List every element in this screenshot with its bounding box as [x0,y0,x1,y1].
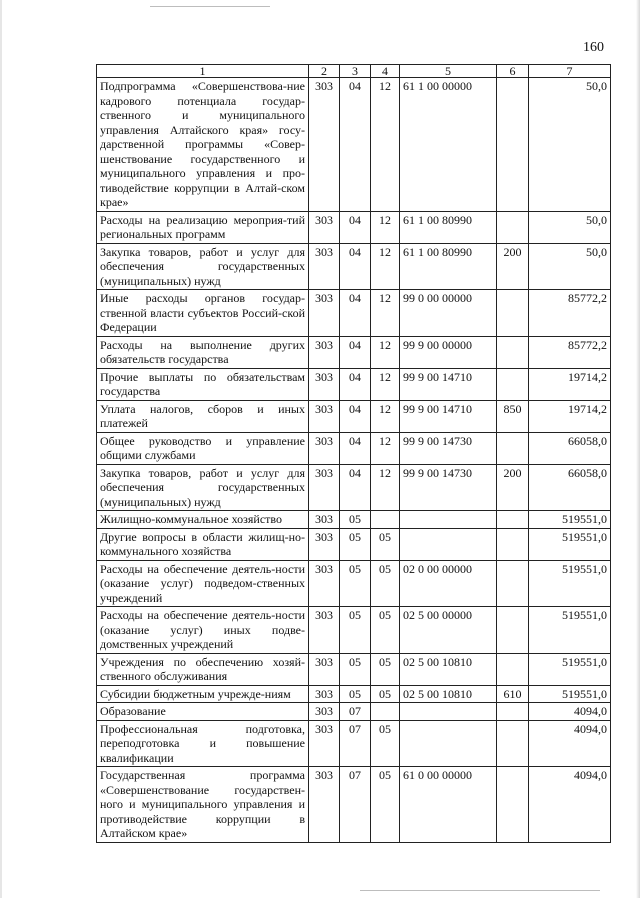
target-item-code-cell: 99 9 00 00000 [400,336,497,368]
target-item-code-cell: 61 1 00 00000 [400,78,497,212]
expense-type-code-cell [497,336,529,368]
table-header-row [97,65,611,78]
column-header: 3 [340,65,371,78]
target-item-code-cell: 61 1 00 80990 [400,243,497,290]
row-name-cell: Уплата налогов, сборов и иных платежей [97,400,309,432]
table-row [97,336,611,368]
expense-type-code-cell: 850 [497,400,529,432]
row-name-cell: Закупка товаров, работ и услуг для обеспечения государственных (муниципальных) нужд [97,464,309,511]
department-code-cell: 303 [309,607,340,654]
target-item-code-cell [400,528,497,560]
row-name-cell: Профессиональная подготовка, переподготовка и повышение квалификации [97,720,309,767]
subsection-code-cell: 12 [371,211,400,243]
column-header: 7 [529,65,611,78]
amount-cell: 519551,0 [529,607,611,654]
row-name-cell: Субсидии бюджетным учрежде-ниям [97,685,309,703]
expense-type-code-cell [497,432,529,464]
department-code-cell: 303 [309,368,340,400]
section-code-cell: 05 [340,607,371,654]
table-row [97,464,611,511]
subsection-code-cell [371,511,400,529]
expense-type-code-cell: 610 [497,685,529,703]
budget-table [96,64,611,843]
department-code-cell: 303 [309,432,340,464]
row-name-cell: Расходы на выполнение других обязательств государства [97,336,309,368]
scan-artifact-bottom [360,890,600,891]
table-row [97,211,611,243]
target-item-code-cell: 02 5 00 00000 [400,607,497,654]
subsection-code-cell: 12 [371,243,400,290]
section-code-cell: 07 [340,767,371,843]
amount-cell: 19714,2 [529,368,611,400]
expense-type-code-cell [497,511,529,529]
scan-artifact-top [150,6,270,7]
amount-cell: 519551,0 [529,653,611,685]
department-code-cell: 303 [309,211,340,243]
row-name-cell: Расходы на обеспечение деятель-ности (оказание услуг) иных подве-домственных учреждений [97,607,309,654]
column-header: 6 [497,65,529,78]
target-item-code-cell [400,703,497,721]
row-name-cell: Закупка товаров, работ и услуг для обеспечения государственных (муниципальных) нужд [97,243,309,290]
amount-cell: 19714,2 [529,400,611,432]
section-code-cell: 05 [340,528,371,560]
section-code-cell: 05 [340,511,371,529]
subsection-code-cell: 12 [371,78,400,212]
department-code-cell: 303 [309,685,340,703]
expense-type-code-cell [497,653,529,685]
expense-type-code-cell [497,607,529,654]
target-item-code-cell: 02 5 00 10810 [400,653,497,685]
section-code-cell: 05 [340,560,371,607]
department-code-cell: 303 [309,703,340,721]
row-name-cell: Образование [97,703,309,721]
target-item-code-cell [400,720,497,767]
table-row [97,290,611,337]
table-row [97,685,611,703]
expense-type-code-cell [497,211,529,243]
expense-type-code-cell: 200 [497,243,529,290]
table-row [97,511,611,529]
amount-cell: 85772,2 [529,336,611,368]
amount-cell: 50,0 [529,78,611,212]
target-item-code-cell: 61 0 00 00000 [400,767,497,843]
section-code-cell: 05 [340,653,371,685]
expense-type-code-cell [497,767,529,843]
section-code-cell: 04 [340,243,371,290]
department-code-cell: 303 [309,653,340,685]
row-name-cell: Расходы на реализацию мероприя-тий региональных программ [97,211,309,243]
target-item-code-cell: 61 1 00 80990 [400,211,497,243]
column-header: 4 [371,65,400,78]
section-code-cell: 04 [340,336,371,368]
subsection-code-cell: 05 [371,653,400,685]
amount-cell: 519551,0 [529,511,611,529]
table-row [97,653,611,685]
table-row [97,400,611,432]
row-name-cell: Общее руководство и управление общими службами [97,432,309,464]
amount-cell: 50,0 [529,211,611,243]
subsection-code-cell: 05 [371,720,400,767]
target-item-code-cell: 99 9 00 14710 [400,400,497,432]
row-name-cell: Иные расходы органов государ-ственной власти субъектов Россий-ской Федерации [97,290,309,337]
subsection-code-cell: 12 [371,400,400,432]
department-code-cell: 303 [309,720,340,767]
expense-type-code-cell [497,560,529,607]
table-row [97,432,611,464]
expense-type-code-cell [497,368,529,400]
row-name-cell: Учреждения по обеспечению хозяй-ственного обслуживания [97,653,309,685]
section-code-cell: 04 [340,368,371,400]
subsection-code-cell: 12 [371,432,400,464]
table-row [97,607,611,654]
column-header: 1 [97,65,309,78]
scan-edge-right [636,0,640,898]
subsection-code-cell: 12 [371,290,400,337]
amount-cell: 66058,0 [529,464,611,511]
target-item-code-cell: 99 9 00 14730 [400,432,497,464]
department-code-cell: 303 [309,511,340,529]
target-item-code-cell: 99 9 00 14730 [400,464,497,511]
department-code-cell: 303 [309,767,340,843]
section-code-cell: 07 [340,720,371,767]
table-row [97,243,611,290]
amount-cell: 50,0 [529,243,611,290]
target-item-code-cell: 02 5 00 10810 [400,685,497,703]
target-item-code-cell: 99 0 00 00000 [400,290,497,337]
expense-type-code-cell [497,290,529,337]
subsection-code-cell: 12 [371,368,400,400]
column-header: 2 [309,65,340,78]
amount-cell: 85772,2 [529,290,611,337]
table-row [97,767,611,843]
amount-cell: 4094,0 [529,720,611,767]
row-name-cell: Расходы на обеспечение деятель-ности (оказание услуг) подведом-ственных учреждений [97,560,309,607]
department-code-cell: 303 [309,336,340,368]
department-code-cell: 303 [309,560,340,607]
page-number: 160 [583,40,604,55]
subsection-code-cell: 12 [371,336,400,368]
section-code-cell: 04 [340,78,371,212]
subsection-code-cell: 05 [371,528,400,560]
amount-cell: 66058,0 [529,432,611,464]
table-row [97,720,611,767]
expense-type-code-cell [497,528,529,560]
expense-type-code-cell [497,720,529,767]
amount-cell: 519551,0 [529,560,611,607]
table-row [97,368,611,400]
subsection-code-cell: 05 [371,607,400,654]
subsection-code-cell: 05 [371,685,400,703]
target-item-code-cell: 99 9 00 14710 [400,368,497,400]
row-name-cell: Другие вопросы в области жилищ-но-коммунального хозяйства [97,528,309,560]
expense-type-code-cell [497,78,529,212]
subsection-code-cell: 12 [371,464,400,511]
row-name-cell: Государственная программа «Совершенствование государствен-ного и муниципального управления и противодействие коррупции в Алтайском крае» [97,767,309,843]
department-code-cell: 303 [309,464,340,511]
department-code-cell: 303 [309,290,340,337]
row-name-cell: Прочие выплаты по обязательствам государства [97,368,309,400]
table-row [97,703,611,721]
department-code-cell: 303 [309,78,340,212]
table-row [97,560,611,607]
target-item-code-cell [400,511,497,529]
amount-cell: 519551,0 [529,685,611,703]
amount-cell: 4094,0 [529,703,611,721]
section-code-cell: 04 [340,400,371,432]
subsection-code-cell: 05 [371,767,400,843]
scan-edge-left [0,0,2,898]
section-code-cell: 04 [340,432,371,464]
row-name-cell: Подпрограмма «Совершенствова-ние кадрового потенциала государ-ственного и муниципального управления Алтайского края» госу-дарственной программы «Совер-шенствование государственного и муниципального управления и про-тиводействие коррупции в Алтай-ском крае» [97,78,309,212]
subsection-code-cell [371,703,400,721]
department-code-cell: 303 [309,243,340,290]
section-code-cell: 04 [340,290,371,337]
table-row [97,528,611,560]
department-code-cell: 303 [309,528,340,560]
section-code-cell: 05 [340,685,371,703]
section-code-cell: 04 [340,211,371,243]
expense-type-code-cell: 200 [497,464,529,511]
department-code-cell: 303 [309,400,340,432]
row-name-cell: Жилищно-коммунальное хозяйство [97,511,309,529]
section-code-cell: 04 [340,464,371,511]
target-item-code-cell: 02 0 00 00000 [400,560,497,607]
amount-cell: 519551,0 [529,528,611,560]
column-header: 5 [400,65,497,78]
section-code-cell: 07 [340,703,371,721]
amount-cell: 4094,0 [529,767,611,843]
table-row [97,78,611,212]
expense-type-code-cell [497,703,529,721]
subsection-code-cell: 05 [371,560,400,607]
